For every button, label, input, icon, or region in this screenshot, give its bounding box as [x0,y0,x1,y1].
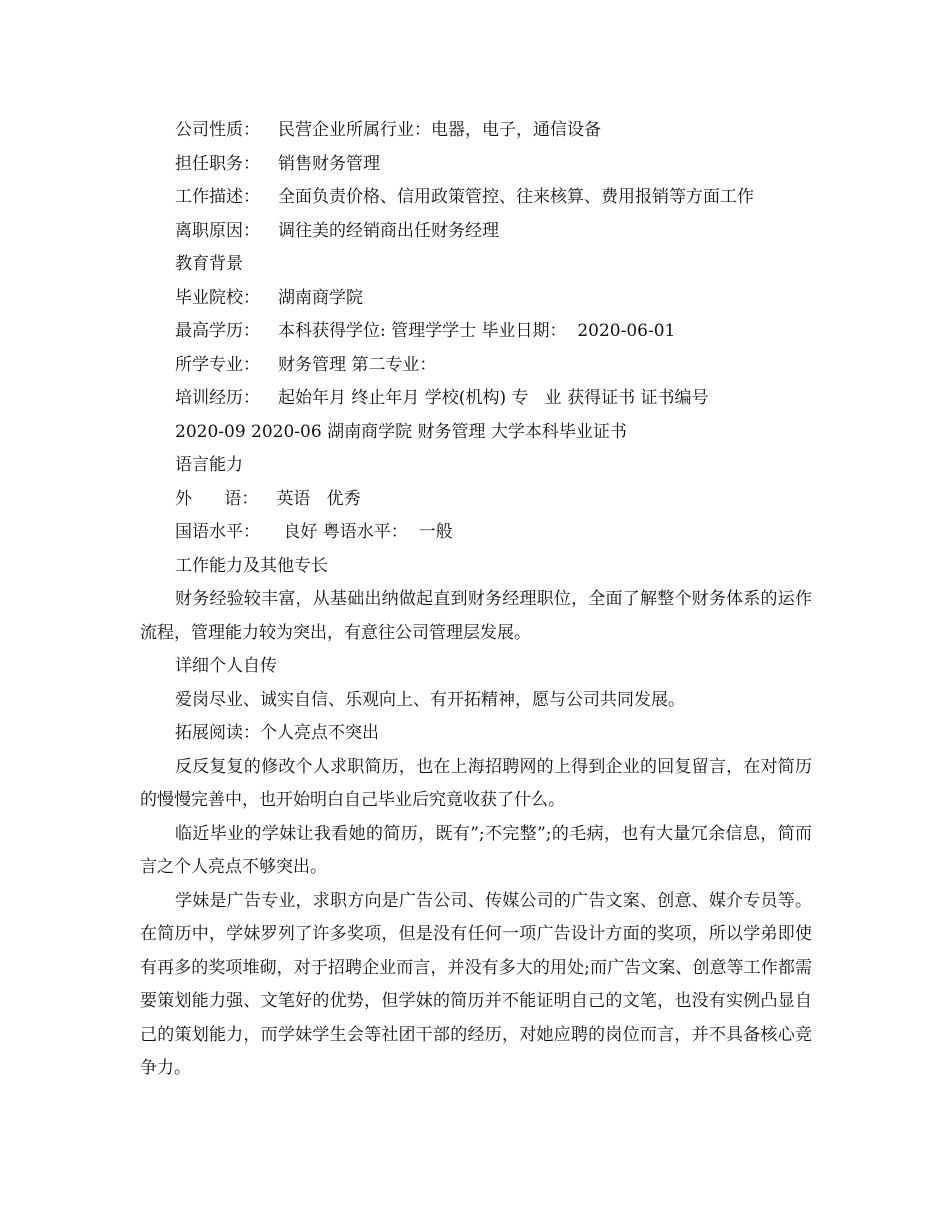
major-line [140,349,812,383]
school-line [140,282,812,316]
education-heading: 教育背景 [175,254,243,274]
reading-heading: 拓展阅读：个人亮点不突出 [175,723,379,743]
school-value: 湖南商学院 [278,287,363,308]
degree-label: 最高学历： [175,321,260,341]
work-desc-line [140,181,812,215]
leave-reason-line [140,215,812,249]
reading-paragraph-1: 反反复复的修改个人求职简历，也在上海招聘网的上得到企业的回复留言，在对简历的慢慢完善中，也开始明白自己毕业后究竟收获了什么。 [140,756,812,810]
leave-reason-label: 离职原因： [175,220,260,241]
company-type-line [140,114,812,148]
reading-paragraph-2: 临近毕业的学妹让我看她的简历，既有”;不完整”;的毛病，也有大量冗余信息，简而言之个人亮点不够突出。 [140,823,812,877]
bio-heading: 详细个人自传 [175,656,277,676]
training-label: 培训经历： [175,388,260,408]
school-label: 毕业院校： [175,287,260,308]
training-row: 2020-09 2020-06 湖南商学院 财务管理 大学本科毕业证书 [175,421,627,442]
major-value: 财务管理 第二专业： [278,354,437,375]
work-desc-label: 工作描述： [175,187,260,207]
training-line [140,382,812,416]
skills-paragraph: 财务经验较丰富，从基础出纳做起直到财务经理职位，全面了解整个财务体系的运作流程，管理能力较为突出，有意往公司管理层发展。 [140,589,812,643]
degree-value: 本科获得学位: 管理学学士 毕业日期： 2020-06-01 [278,321,676,341]
major-label: 所学专业： [175,354,260,375]
foreign-language-value: 英语 优秀 [276,488,361,509]
degree-line [140,315,812,349]
foreign-language-line [140,483,812,517]
position-line [140,148,812,182]
leave-reason-value: 调往美的经销商出任财务经理 [278,220,499,241]
reading-paragraph-3: 学妹是广告专业，求职方向是广告公司、传媒公司的广告文案、创意、媒介专员等。在简历中，学妹罗列了许多奖项，但是没有任何一项广告设计方面的奖项，所以学弟即使有再多的奖项堆砌，对于招聘企业而言，并没有多大的用处;而广告文案、创意等工作都需要策划能力强、文笔好的优势，但学妹的简历并不能证明自己的文笔，也没有实例凸显自己的策划能力，而学妹学生会等社团干部的经历，对她应聘的岗位而言，并不具备核心竞争力。 [140,890,812,1078]
company-type-label: 公司性质： [175,120,260,140]
foreign-language-label: 外 语： [175,488,259,509]
mandarin-label: 国语水平： [175,522,260,542]
company-type-value: 民营企业所属行业：电器，电子，通信设备 [278,120,601,140]
work-desc-value: 全面负责价格、信用政策管控、往来核算、费用报销等方面工作 [278,187,754,207]
position-value: 销售财务管理 [278,153,380,174]
bio-text: 爱岗尽业、诚实自信、乐观向上、有开拓精神，愿与公司共同发展。 [175,689,685,710]
position-label: 担任职务： [175,153,260,174]
skills-heading: 工作能力及其他专长 [175,555,328,576]
mandarin-value: 良好 粤语水平： 一般 [278,522,453,542]
mandarin-line [140,516,812,550]
language-heading: 语言能力 [175,455,243,475]
training-value: 起始年月 终止年月 学校(机构) 专 业 获得证书 证书编号 [278,388,709,408]
